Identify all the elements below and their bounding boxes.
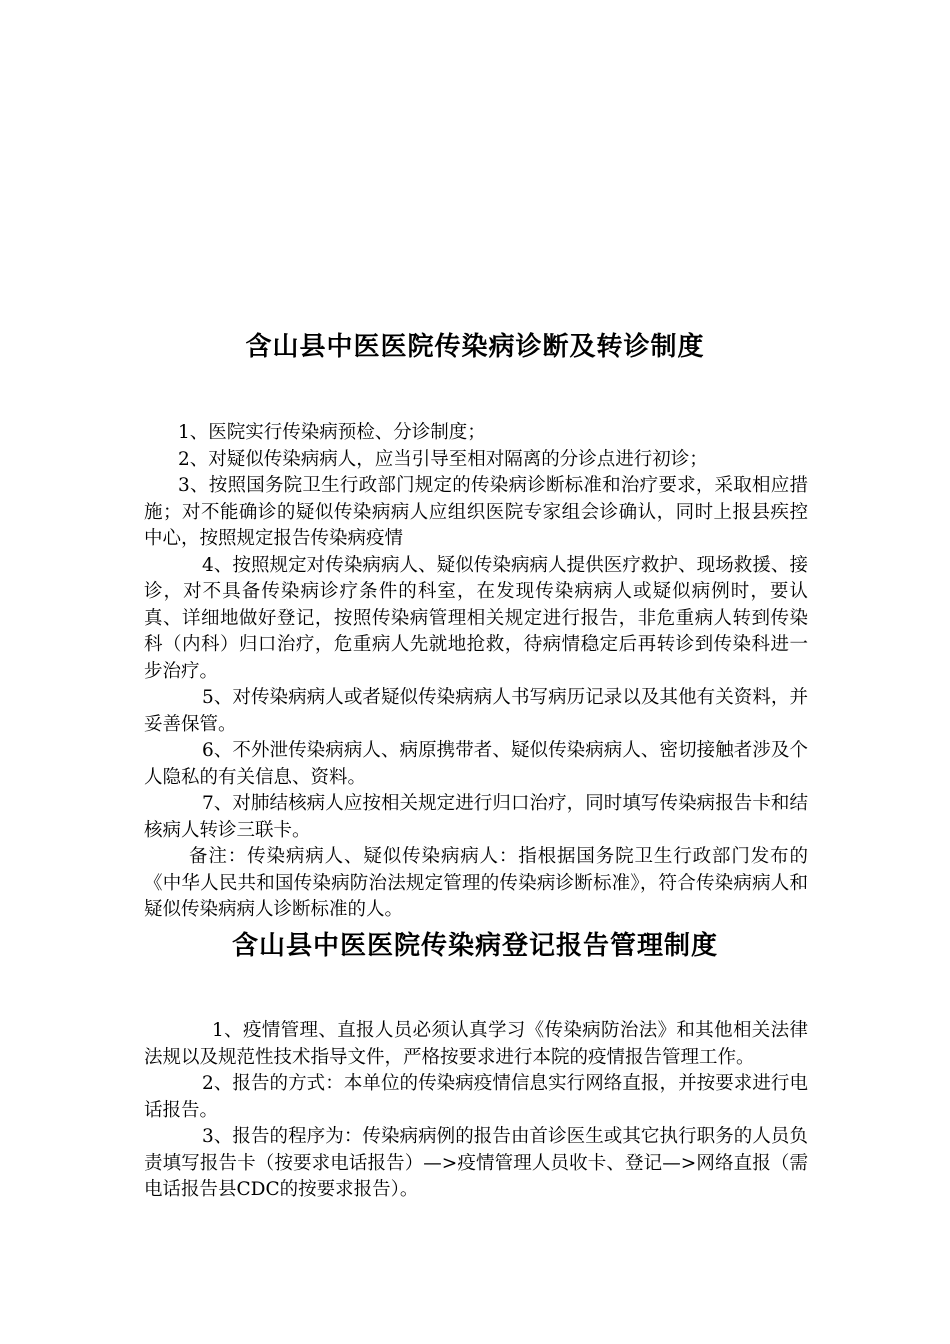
section1-body	[144, 420, 808, 924]
section1-paragraph-2: 2、对疑似传染病病人，应当引导至相对隔离的分诊点进行初诊；	[178, 448, 708, 470]
section1-paragraph-1: 1、医院实行传染病预检、分诊制度；	[178, 422, 486, 443]
section2-paragraph-3: 3、报告的程序为：传染病病例的报告由首诊医生或其它执行职务的人员负责填写报告卡（按要求电话报告）—>疫情管理人员收卡、登记—>网络直报（需电话报告县CDC的按要求报告）。	[144, 1126, 808, 1200]
section2-title: 含山县中医医院传染病登记报告管理制度	[231, 931, 718, 961]
section2-paragraph-1: 1、疫情管理、直报人员必须认真学习《传染病防治法》和其他相关法律法规以及规范性技术指导文件，严格按要求进行本院的疫情报告管理工作。	[144, 1020, 808, 1068]
section1-paragraph-6: 6、不外泄传染病病人、病原携带者、疑似传染病病人、密切接触者涉及个人隐私的有关信息、资料。	[144, 740, 808, 788]
section2-paragraph-2: 2、报告的方式：本单位的传染病疫情信息实行网络直报，并按要求进行电话报告。	[144, 1073, 808, 1121]
section1-paragraph-4: 4、按照规定对传染病病人、疑似传染病病人提供医疗救护、现场救援、接诊，对不具备传染病诊疗条件的科室，在发现传染病病人或疑似病例时，要认真、详细地做好登记，按照传染病管理相关规定进行报告，非危重病人转到传染科（内科）归口治疗，危重病人先就地抢救，待病情稳定后再转诊到传染科进一步治疗。	[144, 554, 808, 682]
section2-body	[144, 1018, 808, 1204]
section1-paragraph-7: 7、对肺结核病人应按相关规定进行归口治疗，同时填写传染病报告卡和结核病人转诊三联卡。	[144, 793, 808, 841]
section1-paragraph-3: 3、按照国务院卫生行政部门规定的传染病诊断标准和治疗要求，采取相应措施；对不能确诊的疑似传染病病人应组织医院专家组会诊确认，同时上报县疾控中心，按照规定报告传染病疫情	[144, 475, 808, 549]
section1-title: 含山县中医医院传染病诊断及转诊制度	[245, 332, 705, 362]
section1-remark: 备注：传染病病人、疑似传染病病人：指根据国务院卫生行政部门发布的《中华人民共和国传染病防治法规定管理的传染病诊断标准》，符合传染病病人和疑似传染病病人诊断标准的人。	[144, 846, 808, 920]
section1-paragraph-5: 5、对传染病病人或者疑似传染病病人书写病历记录以及其他有关资料，并妥善保管。	[144, 687, 808, 735]
